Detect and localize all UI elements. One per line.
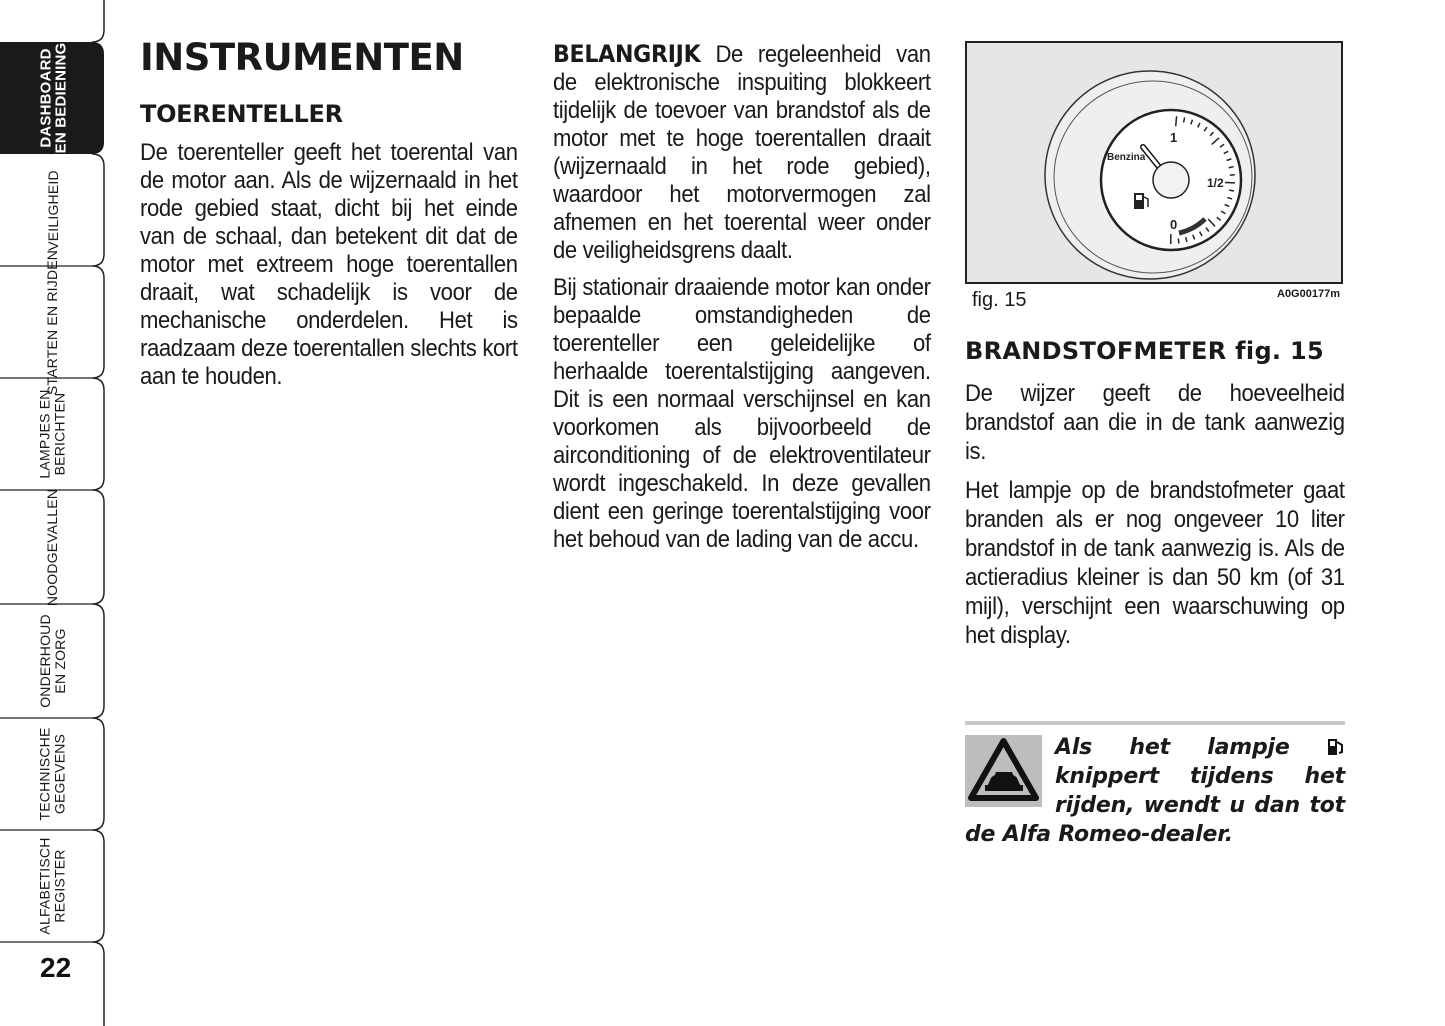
warning-divider [965, 721, 1345, 725]
tab-alfabetisch-register[interactable]: ALFABETISCH REGISTER [37, 837, 68, 935]
fuel-gauge-illustration [967, 43, 1341, 282]
important-text: De regeleenheid van de elektronische inspuiting blokkeert tijdelijk de toevoer van brandstof als de motor met te hoge toerentallen draait (wijzernaald in het rode gebied), waardoor het motorvermogen zal afnemen en het toerental weer onder de veiligheidsgrens daalt. [553, 41, 931, 264]
tab-lampjes-en-berichten[interactable]: LAMPJES EN BERICHTEN [36, 389, 68, 479]
fuel-lamp-icon [1327, 736, 1345, 756]
section-title-toerenteller: TOERENTELLER [140, 100, 343, 128]
tab-dashboard-en-bediening[interactable]: DASHBOARD EN BEDIENING [37, 42, 69, 154]
idle-paragraph: Bij stationair draaiende motor kan onder bepaalde omstandigheden de toerenteller een geleidelijke of herhaalde toerentalstijging aangeven. Dit is een normaal verschijnsel en kan voorkomen als bijvoorbeeld de airconditioning of de elektroventilateur wordt ingeschakeld. In deze gevallen dient een geringe toerentalstijging voor het behoud van de lading van de accu. [553, 274, 931, 553]
figure-code: A0G00177m [1277, 288, 1340, 300]
toerenteller-paragraph: De toerenteller geeft het toerental van de motor aan. Als de wijzernaald in het rode gebied staat, dicht bij het einde van de schaal, dan betekent dit dat de motor met extreem hoge toerentallen draait, wat schadelijk is voor de mechanische onderdelen. Het is raadzaam deze toerentallen slechts kort aan te houden. [140, 139, 518, 390]
important-label: BELANGRIJK [553, 40, 701, 68]
gauge-tick [1229, 167, 1234, 168]
warning-text [965, 733, 1345, 849]
gauge-scale-full: 1 [1170, 130, 1178, 145]
gauge-tick [1176, 116, 1177, 126]
tab-veiligheid[interactable]: VEILIGHEID [44, 169, 61, 251]
page-number: 22 [40, 952, 72, 983]
brandstofmeter-paragraph-1: De wijzer geeft de hoeveelheid brandstof aan die in de tank aanwezig is. [965, 380, 1345, 465]
warning-text-after-icon: knippert tijdens het rijden, wendt u dan tot de Alfa Romeo-dealer. [965, 764, 1345, 847]
fuel-gauge-figure [965, 41, 1343, 284]
gauge-tick [1229, 190, 1234, 191]
page-title: INSTRUMENTEN [140, 36, 464, 79]
tab-noodgevallen[interactable]: NOODGEVALLEN [44, 488, 61, 606]
column-brandstofmeter [965, 337, 1345, 650]
brandstofmeter-paragraph-2: Het lampje op de brandstofmeter gaat branden als er nog ongeveer 10 liter brandstof in de tank aanwezig is. Als de actieradius kleiner is dan 50 km (of 31 mijl), verschijnt een waarschuwing op het display. [965, 477, 1345, 649]
gauge-tick [1178, 239, 1179, 244]
gauge-tick [1184, 117, 1185, 122]
tab-starten-en-rijden[interactable]: STARTEN EN RIJDEN [44, 249, 61, 395]
warning-text-before-icon: Als het lampje [1055, 735, 1290, 760]
gauge-scale-half: 1/2 [1207, 176, 1224, 190]
tab-onderhoud-en-zorg[interactable]: ONDERHOUD EN ZORG [37, 614, 68, 708]
column-toerenteller [140, 38, 518, 391]
chapter-tabs [0, 0, 106, 1026]
gauge-scale-empty: 0 [1170, 217, 1178, 232]
important-paragraph [553, 40, 931, 265]
figure-caption: fig. 15 [972, 289, 1027, 311]
column-belangrijk [553, 40, 931, 554]
section-title-brandstofmeter: BRANDSTOFMETER fig. 15 [965, 337, 1325, 365]
tab-technische-gegevens[interactable]: TECHNISCHE GEGEVENS [36, 727, 68, 821]
gauge-label: Benzina [1107, 152, 1146, 163]
